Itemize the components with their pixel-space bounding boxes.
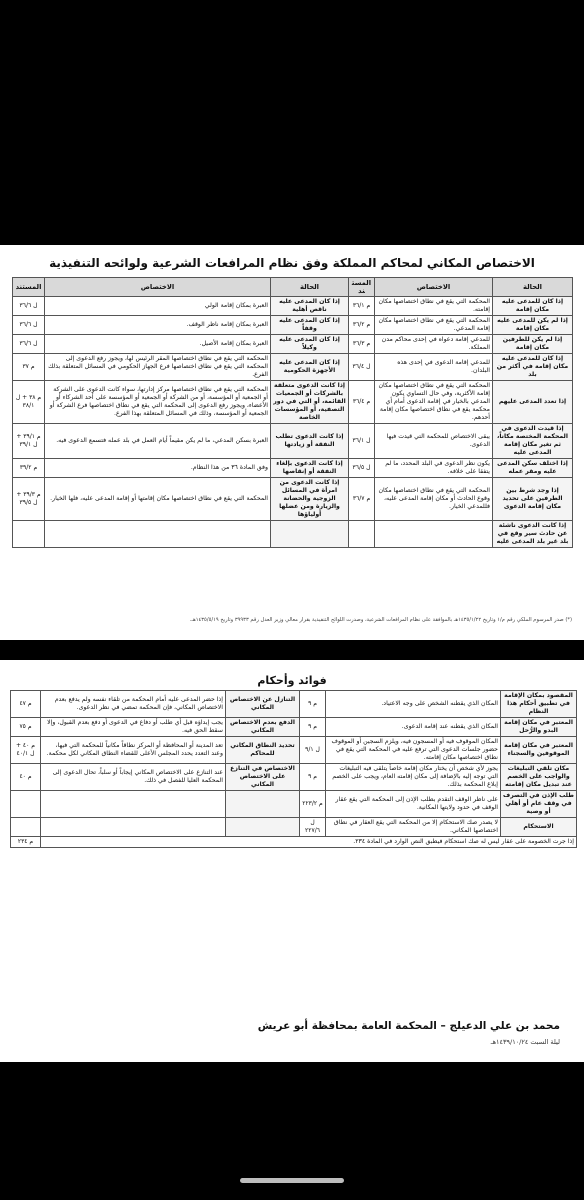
row-jurisdiction: المحكمة التي يقع في نطاق اختصاصها مكان إقامة الأكثرية، وفي حال التساوي يكون المدعي بالخيار في إقامة الدعوى أمام أي محكمة يقع في نطاق اختصاصها مكان إقامة أحدهم.	[375, 381, 493, 424]
row-case: إذا لم يكن للمدعى عليه مكان إقامة	[493, 316, 573, 335]
header-jurisdiction: الاختصاص	[45, 278, 271, 297]
document-page-benefits	[0, 660, 584, 1062]
row-case: إذا كان المدعى عليه وكيلاً	[271, 335, 349, 354]
row-case: إذا كانت الدعوى ناشئة عن حادث سير وقع في بلد غير بلد المدعى عليه	[493, 521, 573, 548]
row-description: تعد المدينة أو المحافظة أو المركز نطاقاً مكانياً للمحكمة التي فيها، وعند التعدد يحدد المجلس الأعلى للقضاء النطاق المكاني لكل محكمة.	[41, 737, 226, 764]
row-description: عند التنازع على الاختصاص المكاني إيجاباً أو سلباً، تحال الدعوى إلى المحكمة العليا للفصل في ذلك.	[41, 764, 226, 791]
row-jurisdiction: المحكمة التي يقع في نطاق اختصاصها مكان وقوع الحادث أو مكان إقامة المدعى عليه، فللمدعي الخيار.	[375, 478, 493, 521]
row-ref: م ٣٦/٧	[349, 478, 375, 521]
row-description: المكان الذي يقطنه الشخص على وجه الاعتياد.	[326, 691, 501, 718]
row-case: إذا وجد شرط بين الطرفين على تحديد مكان إقامة الدعوى	[493, 478, 573, 521]
table-row	[11, 818, 577, 837]
row-ref	[13, 521, 45, 548]
row-jurisdiction: وفق المادة ٣٦ من هذا النظام.	[45, 459, 271, 478]
row-ref: ل ٩/١	[300, 737, 326, 764]
table-row	[13, 335, 573, 354]
table-row	[13, 297, 573, 316]
row-ref: ل ٣٦/٦	[13, 297, 45, 316]
row-jurisdiction	[45, 521, 271, 548]
row-jurisdiction: المحكمة التي يقع في نطاق اختصاصها مكان إقامتها أو إقامة المدعى عليه، فلها الخيار.	[45, 478, 271, 521]
row-description	[41, 818, 226, 837]
row-case: إذا كانت الدعوى بإلغاء النفقة أو إنقاصها	[271, 459, 349, 478]
header-case: الحالة	[493, 278, 573, 297]
table-row	[13, 478, 573, 521]
row-case: إذا كان للمدعى عليه مكان إقامة في أكثر من بلد	[493, 354, 573, 381]
row-ref: م ٩	[300, 691, 326, 718]
header-ref: المستند	[349, 278, 375, 297]
row-description: إذا حضر المدعى عليه أمام المحكمة من تلقاء نفسه ولم يدفع بعدم الاختصاص المكاني، فإن المحكمة تمضي في نظر الدعوى.	[41, 691, 226, 718]
row-case: إذا كانت الدعوى من امرأة في المسائل الزوجية والحضانة والزيارة ومن عضلها أولياؤها	[271, 478, 349, 521]
table-row	[13, 424, 573, 459]
row-ref: ل ٣٦/١	[349, 424, 375, 459]
row-case: إذا قيدت الدعوى في المحكمة المختصة مكاناً، ثم تغير مكان إقامة المدعى عليه	[493, 424, 573, 459]
row-ref: م ٩	[300, 718, 326, 737]
table-row	[11, 791, 577, 818]
row-ref: م ٣٩/٢	[13, 459, 45, 478]
header-jurisdiction: الاختصاص	[375, 278, 493, 297]
row-case	[271, 521, 349, 548]
row-description: لا يصدر صك الاستحكام إلا من المحكمة التي يقع العقار في نطاق اختصاصها المكاني.	[326, 818, 501, 837]
row-ref: ل ٣٦/٦	[13, 335, 45, 354]
signature: محمد بن علي الدعيلج – المحكمة العامة بمحافظة أبو عريش	[257, 1020, 560, 1032]
row-jurisdiction: العبرة بمكان إقامة الولي	[45, 297, 271, 316]
row-ref: م ٣٦/١	[349, 297, 375, 316]
row-ref: م ٤٠ + ل ٤٠/١	[11, 737, 41, 764]
row-description: المكان الموقوف فيه أو المسجون فيه، ويلزم السجين أو الموقوف حضور جلسات الدعوى التي ترفع عليه في المحكمة التي يقع في نطاق اختصاصها مكان إقامته.	[326, 737, 501, 764]
row-ref: م ٣٩/٣ + ل ٣٩/٥	[13, 478, 45, 521]
table-header-row	[13, 278, 573, 297]
row-topic: المعتبر في مكان إقامة البدو والرُّحل	[501, 718, 577, 737]
row-ref: م ٣٦/٢	[349, 316, 375, 335]
row-topic: تحديد النطاق المكاني للمحاكم	[226, 737, 300, 764]
row-case: إذا تعدد المدعى عليهم	[493, 381, 573, 424]
row-ref: م ٣٩/١ + ل ٣٩/١	[13, 424, 45, 459]
table-row	[11, 691, 577, 718]
row-jurisdiction	[375, 521, 493, 548]
row-case: إذا كان المدعى عليه ناقص أهلية	[271, 297, 349, 316]
row-ref: م ٢٢٣/٢	[300, 791, 326, 818]
row-jurisdiction: المحكمة التي يقع في نطاق اختصاصها مكان إقامته.	[375, 297, 493, 316]
row-ref: م ٣٦/٣	[349, 335, 375, 354]
table-row	[13, 316, 573, 335]
table-row	[11, 737, 577, 764]
row-ref: ل ٣٦/٥	[349, 459, 375, 478]
row-topic: المعتبر في مكان إقامة الموقوفين والسجناء	[501, 737, 577, 764]
row-ref	[349, 521, 375, 548]
row-description: يجب إبداؤه قبل أي طلب أو دفاع في الدعوى أو دفع بعدم القبول، وإلا سقط الحق فيه.	[41, 718, 226, 737]
row-ref: ل ٣٦/٤	[349, 354, 375, 381]
row-jurisdiction: للمدعي إقامة الدعوى في إحدى هذه البلدان.	[375, 354, 493, 381]
row-ref	[11, 818, 41, 837]
row-ref: م ٤٠	[11, 764, 41, 791]
row-case: إذا لم يكن للطرفين مكان إقامة	[493, 335, 573, 354]
table-row	[11, 718, 577, 737]
row-topic: الدفع بعدم الاختصاص المكاني	[226, 718, 300, 737]
row-ref: م ٩	[300, 764, 326, 791]
home-indicator[interactable]	[240, 1178, 344, 1183]
page-title: فوائد وأحكام	[257, 674, 327, 687]
page-title: الاختصاص المكاني لمحاكم المملكة وفق نظام المرافعات الشرعية ولوائحه التنفيذية	[49, 256, 535, 270]
row-description	[41, 791, 226, 818]
row-jurisdiction: المحكمة التي يقع في نطاق اختصاصها مكان إقامة المدعي.	[375, 316, 493, 335]
row-jurisdiction: يبقى الاختصاص للمحكمة التي قيدت فيها الدعوى.	[375, 424, 493, 459]
row-description: على ناظر الوقف التقدم بطلب الإذن إلى المحكمة التي يقع عقار الوقف في حدود ولايتها المكانية.	[326, 791, 501, 818]
row-topic: مكان تلقي التبليغات والواجب على الخصم عند تبديل مكان إقامته	[501, 764, 577, 791]
row-topic: التنازل عن الاختصاص المكاني	[226, 691, 300, 718]
row-ref: م ٣٨ + ل ٣٨/١	[13, 381, 45, 424]
document-page-jurisdiction	[0, 245, 584, 640]
row-topic	[226, 791, 300, 818]
row-case: إذا كان المدعى عليه الأجهزة الحكومية	[271, 354, 349, 381]
table-row	[11, 764, 577, 791]
row-ref: م ٧٥	[11, 718, 41, 737]
row-topic: الاستحكام	[501, 818, 577, 837]
row-jurisdiction: العبرة بمكان إقامة الأصيل.	[45, 335, 271, 354]
header-case: الحالة	[271, 278, 349, 297]
row-ref: ل ٣٦/٦	[13, 316, 45, 335]
row-jurisdiction: العبرة بمكان إقامة ناظر الوقف.	[45, 316, 271, 335]
benefits-table	[10, 690, 577, 848]
table-row	[13, 381, 573, 424]
row-topic: الاختصاص في التنازع على الاختصاص المكاني	[226, 764, 300, 791]
footnote: (*) صدر المرسوم الملكي رقم م/١ وتاريخ ١٤٣٥/١/٢٢هـ بالموافقة على نظام المرافعات الشرعية، وصدرت اللوائح التنفيذية بقرار معالي وزير العدل رقم ٣٩٩٣٣ وتاريخ ١٤٣٥/٥/١٩هـ.	[189, 617, 572, 623]
row-jurisdiction: المحكمة التي يقع في نطاق اختصاصها مركز إدارتها، سواء كانت الدعوى على الشركة أو الجمعية أو المؤسسة، أو من الشركة أو الجمعية أو المؤسسة على أحد الشركاء أو الأعضاء، ويجوز رفع الدعوى إلى المحكمة التي يقع في نطاق اختصاصها فرع الشركة أو الجمعية أو المؤسسة، وذلك في المسائل المتعلقة بهذا الفرع.	[45, 381, 271, 424]
table-row	[13, 521, 573, 548]
row-ref: م ٣٧	[13, 354, 45, 381]
row-jurisdiction: يكون نظر الدعوى في البلد المحدد، ما لم يتفقا على خلافه.	[375, 459, 493, 478]
row-description: المكان الذي يقطنه عند إقامة الدعوى.	[326, 718, 501, 737]
jurisdiction-table	[12, 277, 573, 548]
row-case: إذا كانت الدعوى تطلب النفقة أو زيادتها	[271, 424, 349, 459]
row-topic	[226, 818, 300, 837]
row-ref	[11, 791, 41, 818]
table-row-extra	[11, 837, 577, 848]
header-ref: المستند	[13, 278, 45, 297]
row-case: إذا اختلف سكن المدعى عليه ومقر عمله	[493, 459, 573, 478]
extra-note: إذا جرت الخصومة على عقار ليس له صك استحكام فيطبق النص الوارد في المادة ٢٣٤.	[41, 837, 577, 848]
row-topic: طلب الإذن في التصرف في وقف عام أو أهلي أو وصية	[501, 791, 577, 818]
row-case: إذا كانت الدعوى متعلقة بالشركات أو الجمعيات القائمة، أو التي في دور التصفية، أو المؤسسات الخاصة	[271, 381, 349, 424]
row-description: يجوز لأي شخص أن يختار مكان إقامة خاصاً يتلقى فيه التبليغات التي توجه إليه بالإضافة إلى مكان إقامته العام، ويجب على الخصم إبلاغ المحكمة بذلك.	[326, 764, 501, 791]
row-jurisdiction: للمدعي إقامة دعواه في إحدى محاكم مدن المملكة.	[375, 335, 493, 354]
row-jurisdiction: المحكمة التي يقع في نطاق اختصاصها المقر الرئيس لها، ويجوز رفع الدعوى إلى المحكمة التي يقع في نطاق اختصاصها فرع الجهاز الحكومي في المسائل المتعلقة بذلك الفرع.	[45, 354, 271, 381]
table-row	[13, 459, 573, 478]
row-ref: م ٣٦/٤	[349, 381, 375, 424]
row-case: إذا كان للمدعى عليه مكان إقامة	[493, 297, 573, 316]
row-ref: ل ٢٢٧/٦	[300, 818, 326, 837]
row-jurisdiction: العبرة بسكن المدعي، ما لم يكن مقيماً أيام العمل في بلد عمله فتسمع الدعوى فيه.	[45, 424, 271, 459]
row-topic: المقصود بمكان الإقامة في تطبيق أحكام هذا النظام	[501, 691, 577, 718]
table-row	[13, 354, 573, 381]
row-case: إذا كان المدعى عليه وقفاً	[271, 316, 349, 335]
row-ref: م ٤٧	[11, 691, 41, 718]
signature-date: ليلة السبت ١٤٣٩/١٠/٢٤هـ	[490, 1038, 560, 1046]
row-ref: م ٢٣٤	[11, 837, 41, 848]
